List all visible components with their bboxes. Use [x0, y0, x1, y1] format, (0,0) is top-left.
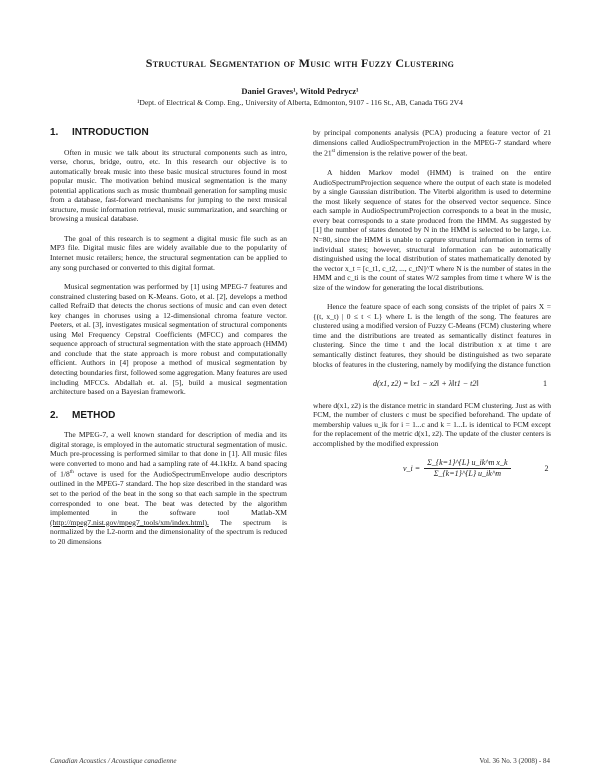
equation-2: [403, 458, 551, 478]
xm-software-link[interactable]: (http://mpeg7.nist.gov/mpeg7_tools/xm/index.html).: [50, 517, 209, 527]
right-column: [313, 128, 551, 478]
equation-numerator: Σ_{k=1}^{L} u_ik^m x_k: [424, 458, 510, 469]
section-heading-introduction: [50, 128, 287, 138]
footer-issue: Vol. 36 No. 3 (2008) - 84: [479, 757, 550, 765]
equation-denominator: Σ_{k=1}^{L} u_ik^m: [433, 468, 501, 478]
paragraph: by principal components analysis (PCA) producing a feature vector of 21 dimensions called AudioSpectrumProjection in the MPEG-7 standard where the 21st dimension is the relative power of the beat.: [313, 128, 551, 158]
section-number: 2.: [50, 409, 59, 421]
equation-body: d(x1, z2) = ‖x1 − x2‖ + λ‖t1 − t2‖: [373, 379, 479, 389]
paper-title: Structural Segmentation of Music with Fuzzy Clustering: [145, 56, 455, 70]
paragraph: The goal of this research is to segment a digital music file such as an MP3 file. Digital music files are widely available due to the popularity of Internet music retailers; hence, the structural segmentation can be applied to any song purchased or converted to this digital format.: [50, 233, 287, 272]
section-title: METHOD: [72, 409, 116, 421]
paragraph: A hidden Markov model (HMM) is trained on the entire AudioSpectrumProjection sequence where the output of each state is modeled by a single Gaussian distribution. The Viterbi algorithm is used to determine the most likely sequence of states for the observed vector sequence. Since each sample in AudioSpectrumProjection corresponds to a beat in the music, every beat corresponds to a state produced from the HMM. As suggested by [1] the number of states denoted by N in the HMM is selected to be large, i.e. N=80, since the HMM is unable to capture structural information in terms of individual states; however, structural information can be automatically distinguished using the local distribution of states mathematically denoted by the vector x_t = [c_t1, c_t2, ..., c_tN]^T where N is the number of states in the HMM and c_ti is the count of states W/2 samples from time t where W is the size of the window for generating the local distributions.: [313, 168, 551, 292]
paper-authors: Daniel Graves¹, Witold Pedrycz¹: [241, 86, 359, 96]
paragraph: where d(x1, z2) is the distance metric in standard FCM clustering. Just as with FCM, the number of clusters c must be specified beforehand. The update of membership values u_ik for i = 1...c and k = 1...L is identical to FCM except for the replacement of the metric d(x1, z2). The update of the cluster centers is accomplished by the modified expression: [313, 400, 551, 448]
section-title: INTRODUCTION: [72, 127, 149, 138]
equation-1: [313, 379, 551, 389]
paragraph: The MPEG-7, a well known standard for description of media and its digital storage, is employed in the automatic structural segmentation of music. Much pre-processing is performed similar to that done in [1]. All music files were converted to mono and had a sampling rate of 44.1kHz. A band spacing of 1/8th octave is used for the AudioSpectrumEnvelope audio descriptors outlined in the MPEG-7 standard. The hop size described in the standard was set to the period of the beat in the song so that each sample in the spectrum corresponded to one beat. The beat was detected by the algorithm implemented in the software tool Matlab-XM (http://mpeg7.nist.gov/mpeg7_tools/xm/index.html). The spectrum is normalized by the L2-norm and the dimensionality of the spectrum is reduced to 20 dimensions: [50, 430, 287, 546]
equation-lhs: v_i =: [403, 463, 421, 473]
footer-journal: Canadian Acoustics / Acoustique canadienne: [50, 757, 177, 765]
left-column: [50, 128, 287, 556]
paragraph: Hence the feature space of each song consists of the triplet of pairs X = {(t, x_t) | 0 ≤ t < L} where L is the length of the song. The features are clustered using a modified version of Fuzzy C-Means (FCM) clustering where time and the distributions are treated as semantically distinct features in clustering. Since the time t and the local distribution x at time t are semantically distinct features, they should be distinguished as two separate blocks of features in the clustering, namely by modifying the distance function: [313, 302, 551, 369]
paragraph: Often in music we talk about its structural components such as intro, verse, chorus, bridge, outro, etc. In this research our objective is to automatically break music into these basic musical structures found in most popular music. The motivation behind musical segmentation is the many potential applications such as music thumbnail generation for sampling music from a database, fast-forward mechanisms for jumping to the next musical structure, music information retrieval, music summarization, and searching or browsing a musical database.: [50, 147, 287, 224]
equation-number: 2: [544, 463, 549, 473]
section-heading-method: [50, 411, 287, 421]
section-number: 1.: [50, 127, 59, 138]
equation-number: 1: [543, 379, 547, 389]
paragraph: Musical segmentation was performed by [1] using MPEG-7 features and constrained clustering based on K-Means. Goto, et al. [2], develops a method called RefraiD that detects the chorus sections of music and can even detect key changes in choruses using a 12-dimensional chroma feature vector. Peeters, et al. [3], investigates musical segmentation of structural components using Mel Frequency Cepstral Coefficients (MFCC) and compares the sequence approach of structural segmentation with the state approach (HMM) and conclude that the state approach is more robust and computationally efficient. Authors in [4] propose a method of musical segmentation by detecting boundaries first, followed some aggregation. Many features are used including MFCCs. Abdallah et. al. [5], build a musical segmentation architecture based on a Bayesian framework.: [50, 282, 287, 397]
paper-affiliation: ¹Dept. of Electrical & Comp. Eng., University of Alberta, Edmonton, 9107 - 116 St., AB, Canada T6G 2V4: [137, 98, 463, 107]
